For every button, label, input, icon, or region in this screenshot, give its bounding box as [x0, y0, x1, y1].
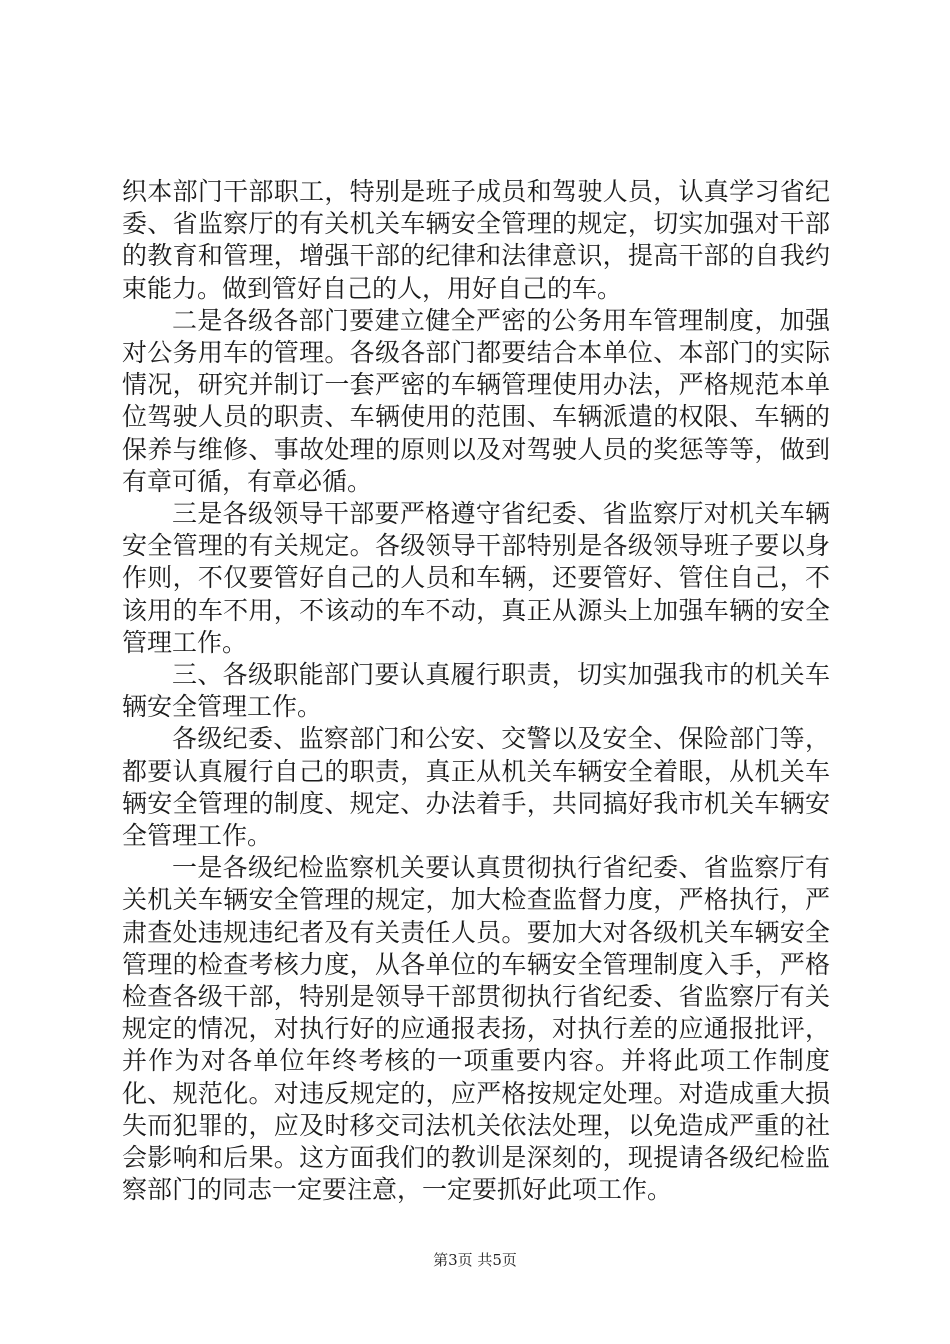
paragraph-2: 二是各级各部门要建立健全严密的公务用车管理制度，加强对公务用车的管理。各级各部门都要结合本单位、本部门的实际情况，研究并制订一套严密的车辆管理使用办法，严格规范本单位驾驶人员的职责、车辆使用的范围、车辆派遣的权限、车辆的保养与维修、事故处理的原则以及对驾驶人员的奖惩等等，做到有章可循，有章必循。	[122, 305, 830, 496]
paragraph-1: 织本部门干部职工，特别是班子成员和驾驶人员，认真学习省纪委、省监察厅的有关机关车辆安全管理的规定，切实加强对干部的教育和管理，增强干部的纪律和法律意识，提高干部的自我约束能力。做到管好自己的人，用好自己的车。	[122, 177, 830, 303]
document-body	[122, 176, 830, 1207]
page-number-footer: 第3页 共5页	[433, 1251, 517, 1269]
paragraph-3: 三是各级领导干部要严格遵守省纪委、省监察厅对机关车辆安全管理的有关规定。各级领导干部特别是各级领导班子要以身作则，不仅要管好自己的人员和车辆，还要管好、管住自己，不该用的车不用，不该动的车不动，真正从源头上加强车辆的安全管理工作。	[122, 499, 830, 657]
paragraph-5: 各级纪委、监察部门和公安、交警以及安全、保险部门等，都要认真履行自己的职责，真正从机关车辆安全着眼，从机关车辆安全管理的制度、规定、办法着手，共同搞好我市机关车辆安全管理工作。	[122, 724, 830, 851]
paragraph-6: 一是各级纪检监察机关要认真贯彻执行省纪委、省监察厅有关机关车辆安全管理的规定，加大检查监督力度，严格执行，严肃查处违规违纪者及有关责任人员。要加大对各级机关车辆安全管理的检查考核力度，从各单位的车辆安全管理制度入手，严格检查各级干部，特别是领导干部贯彻执行省纪委、省监察厅有关规定的情况，对执行好的应通报表扬，对执行差的应通报批评，并作为对各单位年终考核的一项重要内容。并将此项工作制度化、规范化。对违反规定的，应严格按规定处理。对造成重大损失而犯罪的，应及时移交司法机关依法处理，以免造成严重的社会影响和后果。这方面我们的教训是深刻的，现提请各级纪检监察部门的同志一定要注意，一定要抓好此项工作。	[122, 853, 830, 1205]
paragraph-4: 三、各级职能部门要认真履行职责，切实加强我市的机关车辆安全管理工作。	[122, 660, 830, 722]
